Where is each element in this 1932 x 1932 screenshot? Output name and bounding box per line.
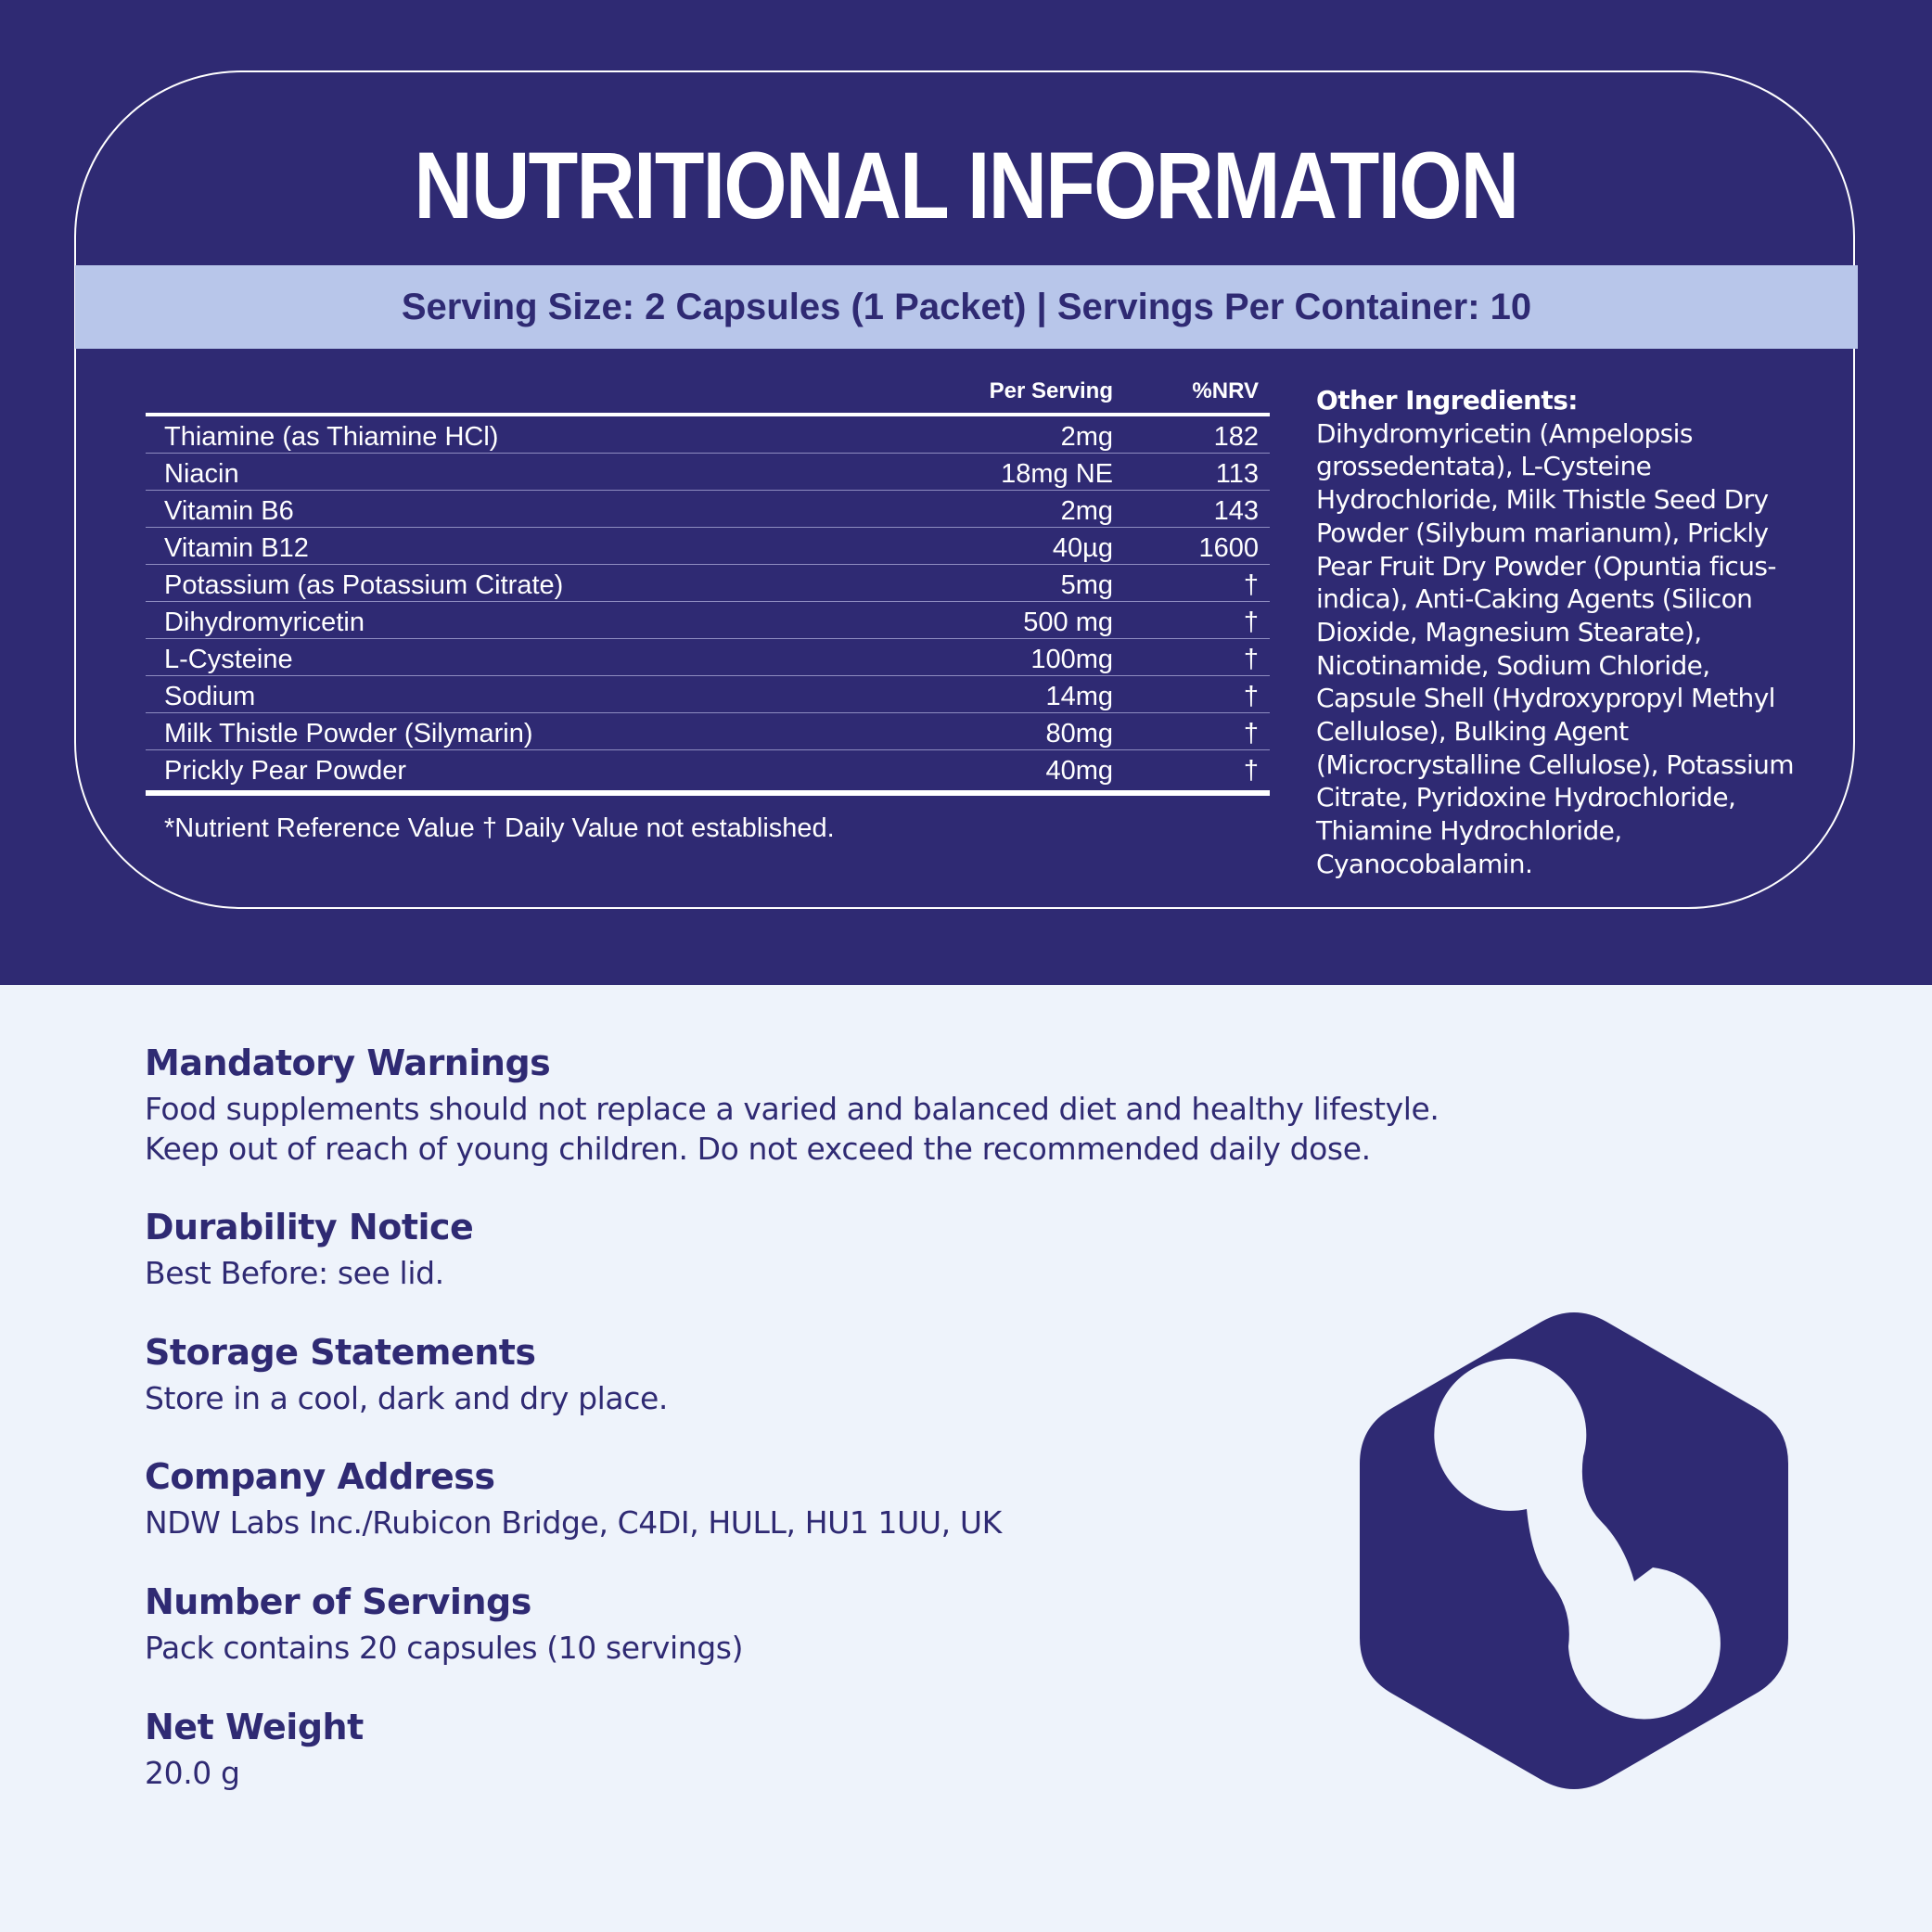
table-row	[146, 639, 1270, 676]
table-row	[146, 454, 1270, 491]
section-heading: Durability Notice	[145, 1207, 474, 1247]
nutrient-nrv: †	[1243, 645, 1259, 674]
number-of-servings-section	[145, 1581, 743, 1668]
nutrient-amount: 40mg	[1045, 756, 1113, 786]
storage-section	[145, 1332, 668, 1418]
section-heading: Storage Statements	[145, 1332, 536, 1373]
other-ingredients	[1316, 384, 1798, 881]
per-serving-header: Per Serving	[989, 378, 1113, 403]
nutrient-name: Prickly Pear Powder	[164, 756, 407, 786]
nutrient-name: Niacin	[164, 459, 239, 489]
nutrient-amount: 40µg	[1052, 533, 1113, 563]
section-text: Best Before: see lid.	[145, 1255, 444, 1291]
table-row	[146, 565, 1270, 602]
nutrient-name: Milk Thistle Powder (Silymarin)	[164, 719, 533, 748]
nutrition-table	[146, 373, 1270, 796]
nutrient-amount: 2mg	[1060, 496, 1113, 526]
nutrient-nrv: 182	[1213, 422, 1259, 452]
nutrient-amount: 500 mg	[1023, 608, 1113, 637]
table-row	[146, 713, 1270, 750]
nutrient-nrv: †	[1243, 608, 1259, 637]
nutrient-name: Vitamin B12	[164, 533, 309, 563]
nutrient-amount: 2mg	[1060, 422, 1113, 452]
section-heading: Net Weight	[145, 1707, 364, 1747]
table-row	[146, 602, 1270, 639]
table-row	[146, 416, 1270, 454]
nutrient-name: Thiamine (as Thiamine HCl)	[164, 422, 499, 452]
nutrient-nrv: 1600	[1198, 533, 1259, 563]
nutrient-amount: 14mg	[1045, 682, 1113, 711]
nutrient-nrv: 143	[1213, 496, 1259, 526]
nutrient-amount: 5mg	[1060, 570, 1113, 600]
table-row	[146, 491, 1270, 528]
nutrient-nrv: †	[1243, 682, 1259, 711]
nutrient-nrv: †	[1243, 570, 1259, 600]
serving-size-band: Serving Size: 2 Capsules (1 Packet) | Servings Per Container: 10	[75, 265, 1858, 349]
other-ingredients-text: Dihydromyricetin (Ampelopsis grossedentata), L-Cysteine Hydrochloride, Milk Thistle Seed Dry Powder (Silybum marianum), Prickly Pear Fruit Dry Powder (Opuntia ficus-indica), Anti-Caking Agents (Silicon Dioxide, Magnesium Stearate), Nicotinamide, Sodium Chloride, Capsule Shell (Hydroxypropyl Methyl Cellulose), Bulking Agent (Microcrystalline Cellulose), Potassium Citrate, Pyridoxine Hydrochloride, Thiamine Hydrochloride, Cyanocobalamin.	[1316, 417, 1794, 879]
nutrient-nrv: 113	[1215, 459, 1259, 489]
nutrient-name: Dihydromyricetin	[164, 608, 365, 637]
warning-line-1: Food supplements should not replace a varied and balanced diet and healthy lifestyle.	[145, 1091, 1439, 1127]
table-footnote: *Nutrient Reference Value † Daily Value not established.	[164, 813, 835, 843]
section-text: Pack contains 20 capsules (10 servings)	[145, 1630, 744, 1666]
nutrient-amount: 100mg	[1030, 645, 1113, 674]
nutrient-amount: 80mg	[1045, 719, 1113, 748]
section-text: 20.0 g	[145, 1755, 240, 1791]
nutrient-name: L-Cysteine	[164, 645, 293, 674]
page-title: NUTRITIONAL INFORMATION	[414, 133, 1518, 238]
nrv-header: %NRV	[1192, 378, 1259, 403]
mandatory-warnings-section	[145, 1043, 1439, 1169]
section-text: NDW Labs Inc./Rubicon Bridge, C4DI, HULL, HU1 1UU, UK	[145, 1504, 1002, 1541]
net-weight-section	[145, 1707, 364, 1793]
table-row	[146, 528, 1270, 565]
nutrient-nrv: †	[1243, 719, 1259, 748]
section-heading: Mandatory Warnings	[145, 1043, 551, 1083]
nutrient-amount: 18mg NE	[1001, 459, 1113, 489]
section-heading: Number of Servings	[145, 1581, 531, 1622]
company-address-section	[145, 1456, 1002, 1542]
section-text: Store in a cool, dark and dry place.	[145, 1380, 668, 1416]
nutrient-name: Vitamin B6	[164, 496, 294, 526]
durability-section	[145, 1207, 473, 1293]
section-text	[145, 1089, 1439, 1169]
table-bottom-rule	[146, 790, 1270, 796]
table-row	[146, 676, 1270, 713]
warning-line-2: Keep out of reach of young children. Do not exceed the recommended daily dose.	[145, 1131, 1371, 1167]
nutrient-nrv: †	[1243, 756, 1259, 786]
nutrient-name: Sodium	[164, 682, 256, 711]
nutrient-name: Potassium (as Potassium Citrate)	[164, 570, 564, 600]
table-header	[146, 373, 1270, 413]
hexagon-s-logo-icon	[1360, 1312, 1788, 1789]
table-row	[146, 750, 1270, 787]
other-ingredients-label: Other Ingredients:	[1316, 385, 1578, 416]
section-heading: Company Address	[145, 1456, 495, 1497]
